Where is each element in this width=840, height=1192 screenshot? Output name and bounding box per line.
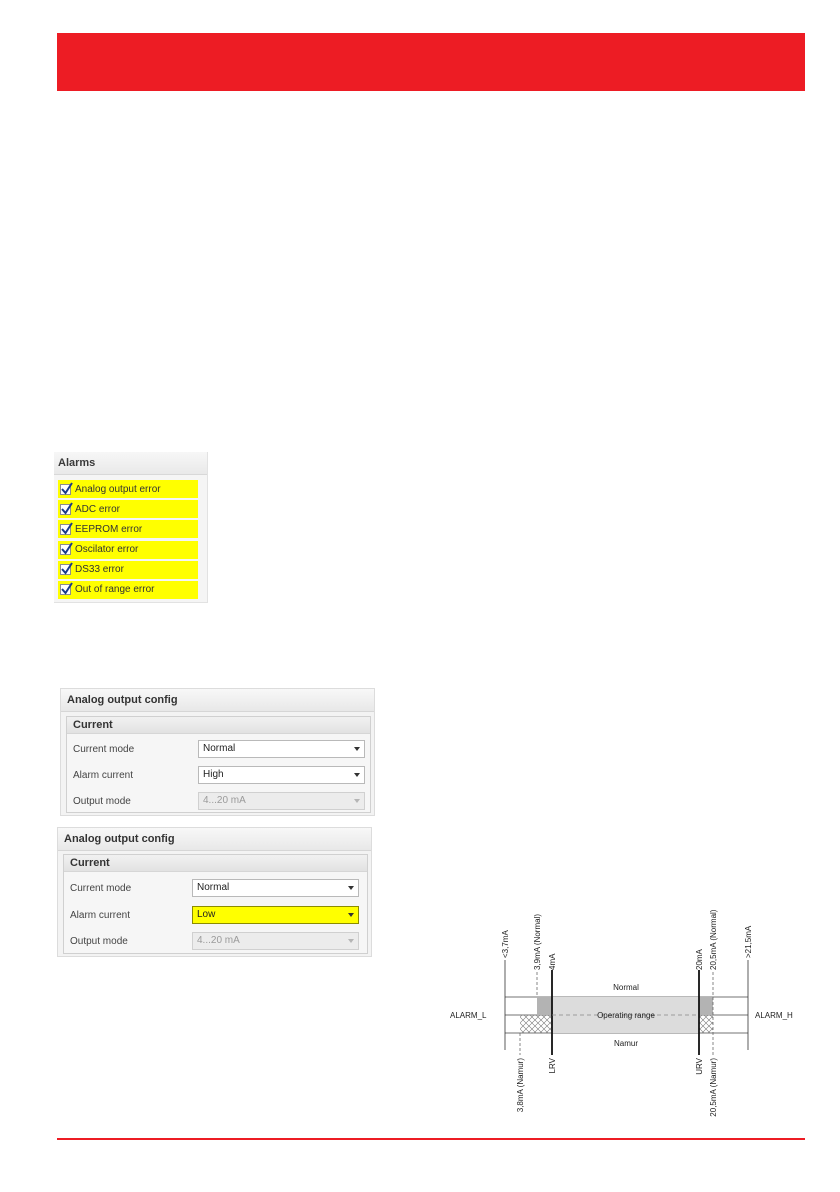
alarm-item-label: Out of range error xyxy=(75,584,155,596)
alarm-current-row xyxy=(64,905,367,925)
field-label: Current mode xyxy=(70,882,132,894)
alarm-item-adc[interactable] xyxy=(58,500,198,518)
field-label: Alarm current xyxy=(73,769,134,781)
alarm-current-row xyxy=(67,765,370,785)
alarm-item-eeprom[interactable] xyxy=(58,520,198,538)
output-mode-row xyxy=(67,791,370,811)
current-mode-select[interactable] xyxy=(192,879,359,897)
label-20-5-namur: 20,5mA (Namur) xyxy=(709,1058,718,1117)
alarms-title: Alarms xyxy=(54,452,207,475)
current-section xyxy=(66,716,371,813)
checkbox-checked-icon[interactable] xyxy=(60,544,71,555)
output-mode-select xyxy=(192,932,359,950)
normal-high-region xyxy=(699,997,713,1015)
alarm-item-label: ADC error xyxy=(75,503,121,515)
field-label: Alarm current xyxy=(70,909,131,921)
checkbox-checked-icon[interactable] xyxy=(60,484,71,495)
current-section xyxy=(63,854,368,954)
checkbox-checked-icon[interactable] xyxy=(60,584,71,595)
chevron-down-icon xyxy=(354,799,360,803)
current-range-diagram xyxy=(445,900,810,1125)
select-value: Low xyxy=(197,909,216,920)
checkbox-checked-icon[interactable] xyxy=(60,524,71,535)
select-value: High xyxy=(203,769,224,780)
namur-low-region xyxy=(520,1015,552,1033)
field-label: Output mode xyxy=(70,935,128,947)
current-mode-row xyxy=(64,878,367,898)
analog-output-config-panel-low xyxy=(57,827,372,957)
label-3-9-normal: 3,9mA (Normal) xyxy=(533,913,542,970)
label-urv: URV xyxy=(695,1058,704,1075)
analog-output-config-panel xyxy=(60,688,375,816)
normal-low-region xyxy=(537,997,552,1015)
label-alarm-l: ALARM_L xyxy=(450,1011,487,1020)
chevron-down-icon[interactable] xyxy=(354,747,360,751)
alarm-item-ds33[interactable] xyxy=(58,561,198,579)
label-gt-21-5: >21,5mA xyxy=(744,925,753,958)
alarm-item-label: DS33 error xyxy=(75,564,124,576)
label-4ma: 4mA xyxy=(548,953,557,970)
alarm-list xyxy=(58,480,198,601)
config-title: Analog output config xyxy=(58,828,371,851)
alarm-current-select[interactable] xyxy=(198,766,365,784)
select-value: 4...20 mA xyxy=(203,795,246,806)
output-mode-select xyxy=(198,792,365,810)
config-title: Analog output config xyxy=(61,689,374,712)
field-label: Current mode xyxy=(73,743,135,755)
chevron-down-icon xyxy=(348,939,354,943)
label-namur: Namur xyxy=(613,1039,639,1048)
header-bar xyxy=(57,33,805,91)
checkbox-checked-icon[interactable] xyxy=(60,504,71,515)
namur-high-region xyxy=(699,1015,713,1033)
field-label: Output mode xyxy=(73,795,131,807)
chevron-down-icon[interactable] xyxy=(348,886,354,890)
label-lrv: LRV xyxy=(548,1058,557,1074)
alarm-item-label: Analog output error xyxy=(75,483,161,495)
chevron-down-icon[interactable] xyxy=(354,773,360,777)
alarm-item-out-of-range[interactable] xyxy=(58,581,198,599)
label-lt-3-7: <3,7mA xyxy=(501,930,510,958)
output-mode-row xyxy=(64,931,367,951)
footer-divider xyxy=(57,1138,805,1140)
current-mode-select[interactable] xyxy=(198,740,365,758)
alarm-current-select[interactable] xyxy=(192,906,359,924)
alarm-item-label: Oscilator error xyxy=(75,544,139,556)
current-mode-row xyxy=(67,739,370,759)
label-normal: Normal xyxy=(613,983,639,992)
checkbox-checked-icon[interactable] xyxy=(60,564,71,575)
label-3-8-namur: 3,8mA (Namur) xyxy=(516,1058,525,1113)
alarms-panel xyxy=(54,452,208,603)
select-value: 4...20 mA xyxy=(197,935,240,946)
label-alarm-h: ALARM_H xyxy=(755,1011,793,1020)
alarm-item-analog-output[interactable] xyxy=(58,480,198,498)
alarm-item-oscilator[interactable] xyxy=(58,541,198,559)
select-value: Normal xyxy=(203,743,236,754)
section-title: Current xyxy=(64,855,367,872)
label-operating-range: Operating range xyxy=(597,1011,655,1020)
label-20-5-normal: 20,5mA (Normal) xyxy=(709,909,718,970)
select-value: Normal xyxy=(197,882,230,893)
label-20ma: 20mA xyxy=(695,949,704,970)
chevron-down-icon[interactable] xyxy=(348,913,354,917)
alarm-item-label: EEPROM error xyxy=(75,523,143,535)
section-title: Current xyxy=(67,717,370,734)
